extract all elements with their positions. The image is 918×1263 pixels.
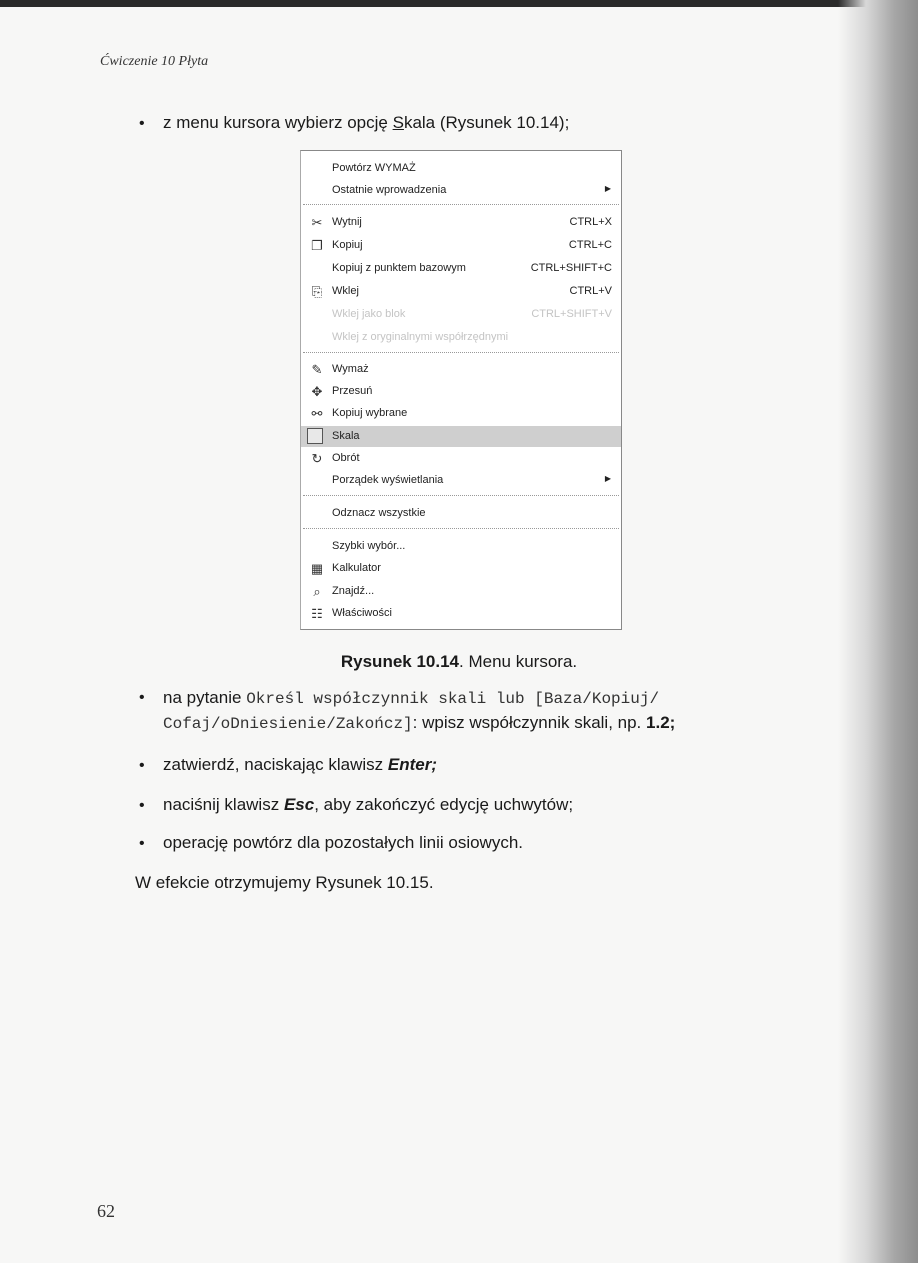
submenu-arrow-icon: ▶	[604, 184, 611, 193]
menu-item-copy[interactable]: ❐ Kopiuj CTRL+C	[301, 236, 621, 256]
menu-separator	[303, 204, 619, 205]
page-number: 62	[97, 1201, 115, 1221]
menu-item-properties[interactable]: ☷ Właściwości	[301, 604, 621, 624]
rotate-icon: ↻	[311, 451, 323, 466]
menu-item-calculator[interactable]: ▦ Kalkulator	[310, 561, 381, 576]
bullet-dot: •	[139, 797, 145, 814]
copy-icon: ❐	[311, 238, 323, 253]
page-shadow	[838, 0, 918, 1263]
find-replace-icon: ⌕	[313, 584, 321, 599]
scale-icon	[307, 428, 323, 444]
top-edge	[0, 0, 918, 7]
move-icon: ✥	[311, 384, 323, 399]
menu-separator	[303, 352, 619, 353]
bullet-repeat: operację powtórz dla pozostałych linii osiowych.	[163, 833, 524, 852]
menu-separator	[303, 495, 619, 496]
properties-icon: ☷	[311, 606, 323, 621]
bullet-question-line-1: na pytanie Określ współczynnik skali lub [Baza/Kopiuj/	[163, 688, 660, 708]
figure-caption: Rysunek 10.14. Menu kursora.	[340, 652, 578, 671]
menu-item-copy-selection[interactable]: ⚯ Kopiuj wybrane	[301, 404, 621, 424]
scissors-icon: ✂	[311, 215, 323, 230]
menu-item-scale[interactable]: Skala	[301, 426, 621, 447]
paste-icon: ⎘	[311, 284, 323, 299]
bullet-dot: •	[139, 757, 145, 774]
menu-item-find[interactable]: ⌕ Znajdź...	[301, 582, 621, 602]
submenu-arrow-icon: ▶	[604, 474, 611, 483]
bullet-dot: •	[139, 689, 145, 706]
menu-item-paste-as-block: Wklej jako blok CTRL+SHIFT+V	[332, 308, 612, 320]
menu-item-cut[interactable]: ✂ Wytnij CTRL+X	[301, 213, 621, 233]
bullet-esc: naciśnij klawisz Esc, aby zakończyć edycję uchwytów;	[163, 795, 574, 814]
bullet-dot: •	[139, 115, 145, 132]
menu-item-erase[interactable]: ✎ Wymaż	[301, 360, 621, 380]
menu-item-quick-select[interactable]: Szybki wybór...	[332, 540, 406, 552]
menu-item-deselect-all[interactable]: Odznacz wszystkie	[332, 507, 426, 519]
menu-item-copy-with-base[interactable]: Kopiuj z punktem bazowym CTRL+SHIFT+C	[332, 262, 612, 274]
eraser-icon: ✎	[311, 362, 323, 377]
bullet-text: z menu kursora wybierz opcję Skala (Rysunek 10.14);	[163, 113, 570, 132]
bullet-question-line-2: Cofaj/oDniesienie/Zakończ]: wpisz współczynnik skali, np. 1.2;	[163, 713, 676, 733]
cursor-context-menu	[300, 150, 622, 630]
copy-selection-icon: ⚯	[311, 406, 323, 421]
bullet-dot: •	[139, 835, 145, 852]
menu-separator	[303, 528, 619, 529]
menu-item-move[interactable]: ✥ Przesuń	[301, 382, 621, 402]
menu-item-paste[interactable]: ⎘ Wklej CTRL+V	[301, 282, 621, 302]
conclusion-paragraph: W efekcie otrzymujemy Rysunek 10.15.	[135, 873, 434, 892]
menu-item-rotate[interactable]: ↻ Obrót	[301, 449, 621, 469]
running-header: Ćwiczenie 10 Płyta	[100, 54, 209, 69]
menu-item-repeat[interactable]: Powtórz WYMAŻ	[332, 162, 416, 174]
calculator-icon: ▦	[310, 561, 324, 576]
menu-item-draw-order[interactable]: Porządek wyświetlania ▶	[332, 474, 611, 486]
menu-item-paste-original-coords: Wklej z oryginalnymi współrzędnymi	[332, 331, 509, 343]
menu-item-recent-input[interactable]: Ostatnie wprowadzenia ▶	[332, 184, 611, 196]
bullet-enter: zatwierdź, naciskając klawisz Enter;	[163, 755, 437, 774]
